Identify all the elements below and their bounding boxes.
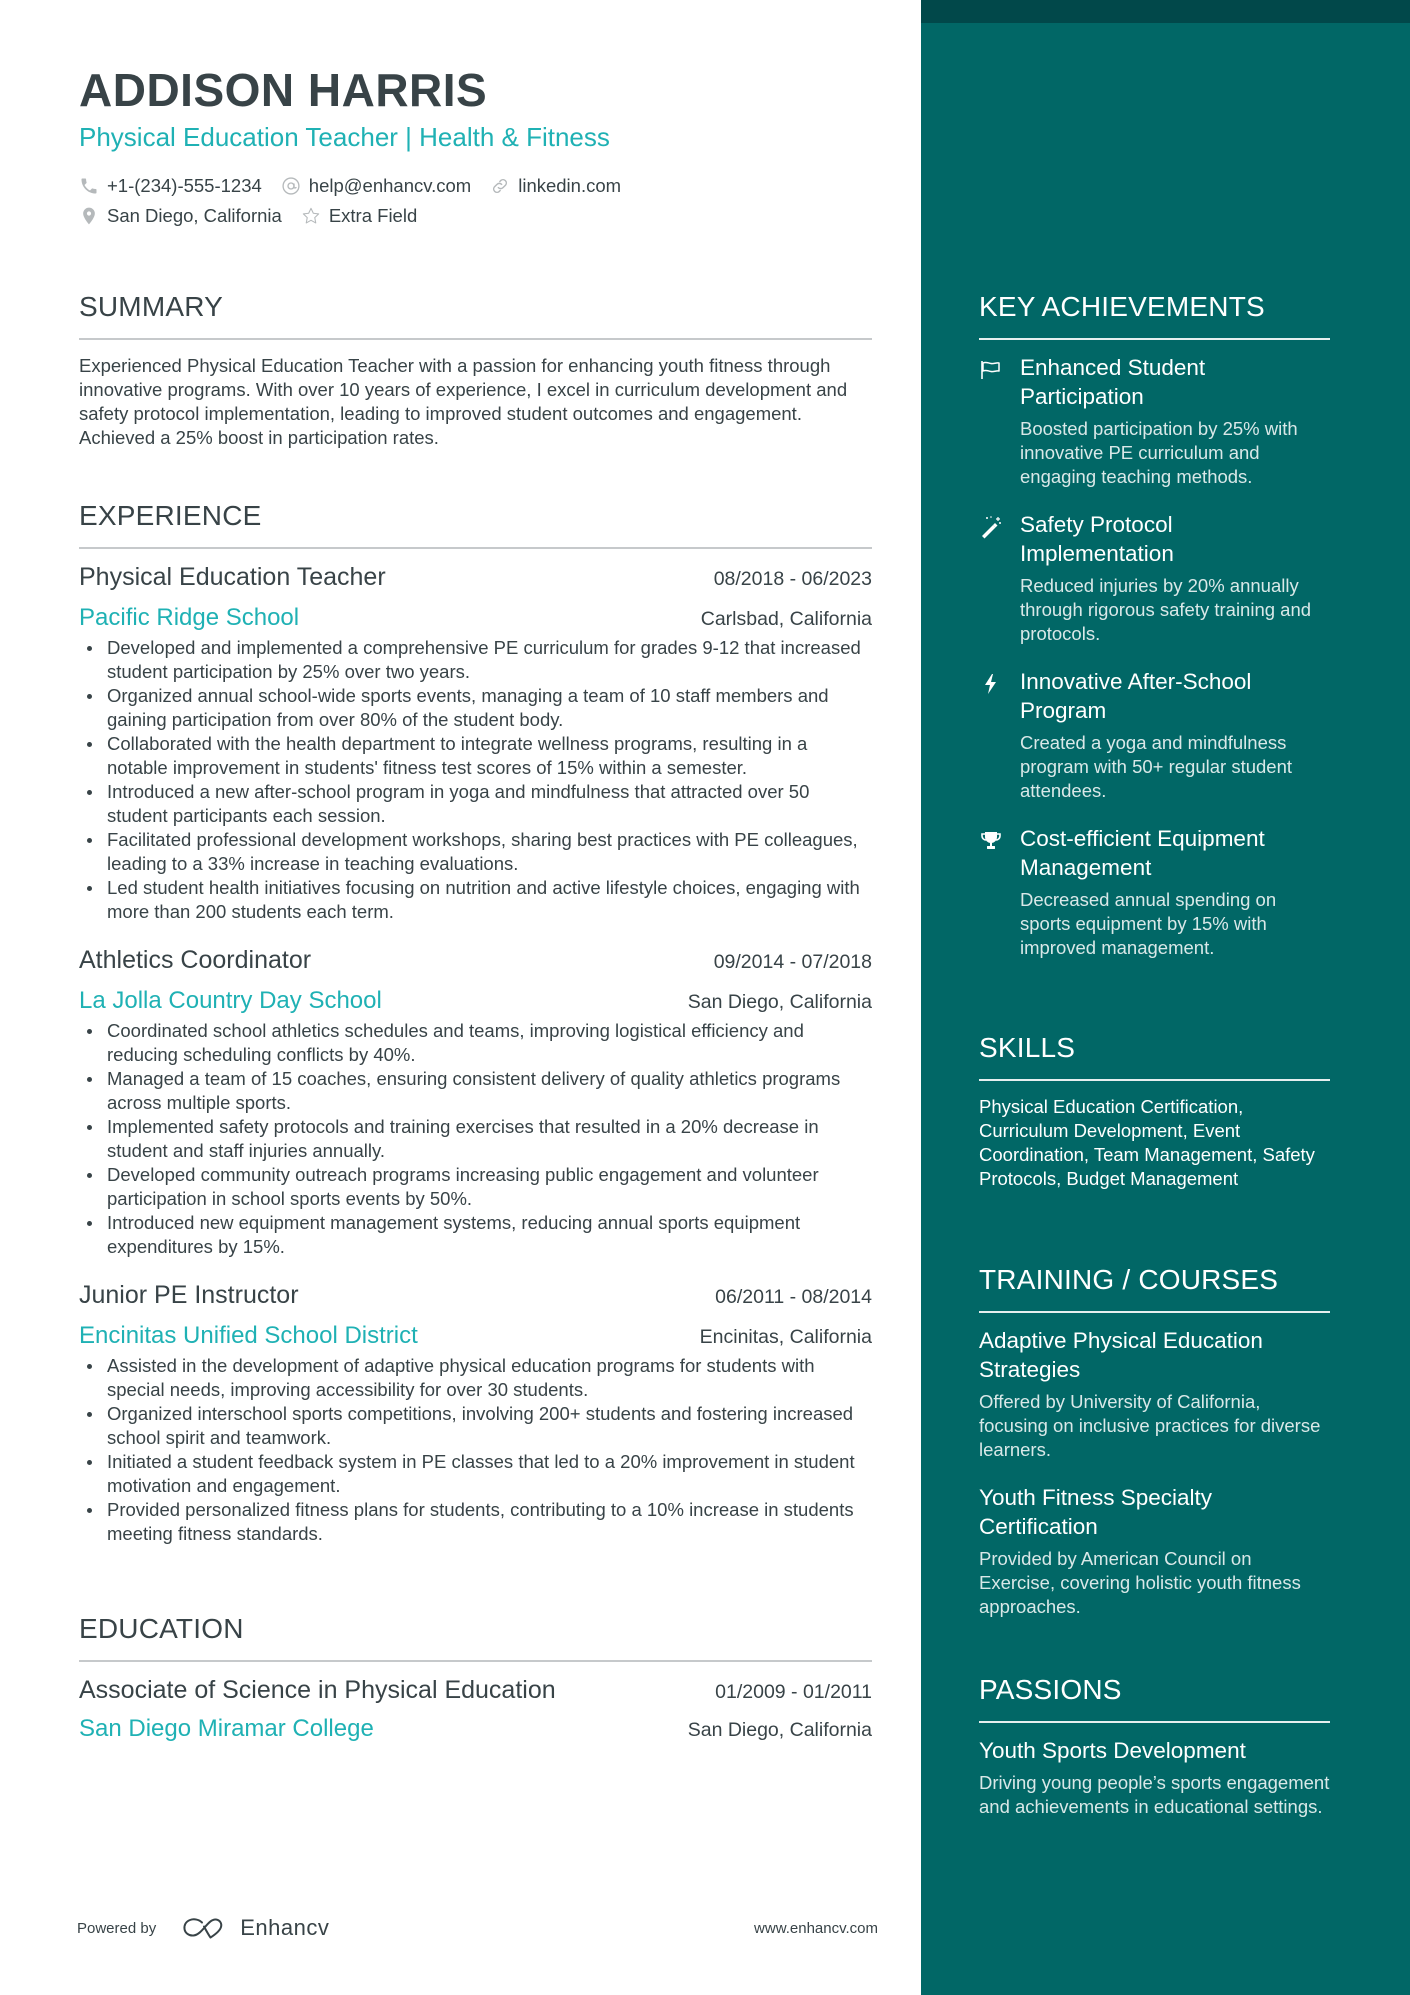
- training-section: [979, 1262, 1330, 1619]
- job-bullets: [79, 1354, 872, 1546]
- bullet-item: Led student health initiatives focusing on nutrition and active lifestyle choices, engaging with more than 200 students each term.: [79, 876, 872, 924]
- at-icon: [281, 176, 301, 196]
- job-location: Carlsbad, California: [700, 608, 872, 630]
- footer: [77, 1915, 878, 1941]
- course-item: [979, 1326, 1330, 1462]
- job-dates: 06/2011 - 08/2014: [715, 1286, 872, 1308]
- contact-extra: [301, 205, 417, 227]
- contact-email[interactable]: [281, 175, 471, 197]
- location-pin-icon: [79, 206, 99, 226]
- job-company: La Jolla Country Day School: [79, 987, 382, 1014]
- contact-link[interactable]: [490, 175, 621, 197]
- bullet-item: Organized annual school-wide sports events, managing a team of 10 staff members and gaining participation from over 80% of the student body.: [79, 684, 872, 732]
- training-title: TRAINING / COURSES: [979, 1264, 1279, 1295]
- course-item: [979, 1483, 1330, 1619]
- achievement-description: Reduced injuries by 20% annually through rigorous safety training and protocols.: [1020, 575, 1312, 644]
- bullet-item: Implemented safety protocols and training exercises that resulted in a 20% decrease in student and staff injuries annually.: [79, 1115, 872, 1163]
- bullet-item: Initiated a student feedback system in PE classes that led to a 20% improvement in student motivation and engagement.: [79, 1450, 872, 1498]
- contact-phone[interactable]: [79, 175, 262, 197]
- bullet-item: Developed community outreach programs increasing public engagement and volunteer participation in school sports events by 50%.: [79, 1163, 872, 1211]
- bullet-item: Developed and implemented a comprehensive PE curriculum for grades 9-12 that increased student participation by 25% over two years.: [79, 636, 872, 684]
- job-dates: 09/2014 - 07/2018: [713, 951, 872, 973]
- education-entry: [79, 1674, 872, 1745]
- school-location: San Diego, California: [687, 1719, 872, 1741]
- bullet-item: Collaborated with the health department to integrate wellness programs, resulting in a notable improvement in students' fitness test scores of 15% within a semester.: [79, 732, 872, 780]
- achievements-section: [979, 289, 1330, 960]
- section-divider: [979, 1311, 1330, 1313]
- job-bullets: [79, 1019, 872, 1259]
- section-divider: [79, 338, 872, 340]
- section-divider: [979, 1721, 1330, 1723]
- trophy-icon: [979, 829, 1003, 853]
- contact-location: [79, 205, 282, 227]
- candidate-name: ADDISON HARRIS: [79, 64, 488, 116]
- job-title: Physical Education Teacher: [79, 563, 386, 591]
- achievement-item: [979, 353, 1330, 489]
- skills-list: Physical Education Certification, Curriculum Development, Event Coordination, Team Management, Safety Protocols, Budget Management: [979, 1096, 1315, 1189]
- school-name: San Diego Miramar College: [79, 1715, 374, 1742]
- education-title: EDUCATION: [79, 1613, 244, 1644]
- achievement-item: [979, 667, 1330, 803]
- powered-by-label: Powered by: [77, 1919, 157, 1937]
- magic-wand-icon: [979, 515, 1003, 539]
- summary-section: [79, 289, 872, 450]
- job-title: Athletics Coordinator: [79, 946, 312, 974]
- bullet-item: Assisted in the development of adaptive physical education programs for students with special needs, improving accessibility for over 30 students.: [79, 1354, 872, 1402]
- course-description: Provided by American Council on Exercise, covering holistic youth fitness approaches.: [979, 1548, 1301, 1617]
- achievement-title: Safety Protocol Implementation: [1020, 512, 1174, 566]
- education-section: [79, 1611, 872, 1745]
- degree-title: Associate of Science in Physical Education: [79, 1676, 556, 1704]
- section-divider: [979, 1079, 1330, 1081]
- bullet-item: Managed a team of 15 coaches, ensuring consistent delivery of quality athletics programs across multiple sports.: [79, 1067, 872, 1115]
- section-divider: [79, 1660, 872, 1662]
- job-dates: 08/2018 - 06/2023: [713, 568, 872, 590]
- skills-section: [979, 1030, 1330, 1191]
- education-dates: 01/2009 - 01/2011: [715, 1681, 872, 1703]
- brand-logo[interactable]: [182, 1915, 329, 1941]
- experience-entry: [79, 561, 872, 924]
- bullet-item: Introduced new equipment management systems, reducing annual sports equipment expenditures by 15%.: [79, 1211, 872, 1259]
- skills-title: SKILLS: [979, 1032, 1076, 1063]
- achievement-title: Enhanced Student Participation: [1020, 355, 1206, 409]
- contact-info: [79, 171, 640, 231]
- course-title: Adaptive Physical Education Strategies: [979, 1328, 1263, 1382]
- sidebar: [921, 0, 1410, 1995]
- bullet-item: Organized interschool sports competitions, involving 200+ students and fostering increased school spirit and teamwork.: [79, 1402, 872, 1450]
- lightning-bolt-icon: [979, 672, 1003, 696]
- experience-title: EXPERIENCE: [79, 500, 262, 531]
- bullet-item: Coordinated school athletics schedules and teams, improving logistical efficiency and reducing scheduling conflicts by 40%.: [79, 1019, 872, 1067]
- section-divider: [79, 547, 872, 549]
- passion-description: Driving young people’s sports engagement and achievements in educational settings.: [979, 1772, 1330, 1817]
- website-link[interactable]: www.enhancv.com: [754, 1919, 878, 1937]
- passions-section: [979, 1672, 1330, 1819]
- passion-item: [979, 1736, 1330, 1819]
- flag-icon: [979, 358, 1003, 382]
- link-icon: [490, 176, 510, 196]
- brand-name: Enhancv: [240, 1915, 330, 1940]
- link-text: linkedin.com: [518, 175, 622, 196]
- extra-text: Extra Field: [328, 205, 418, 226]
- phone-icon: [79, 176, 99, 196]
- star-icon: [301, 206, 321, 226]
- course-description: Offered by University of California, focusing on inclusive practices for diverse learners.: [979, 1391, 1321, 1460]
- bullet-item: Provided personalized fitness plans for students, contributing to a 10% increase in students meeting fitness standards.: [79, 1498, 872, 1546]
- summary-title: SUMMARY: [79, 291, 224, 322]
- job-location: Encinitas, California: [699, 1326, 872, 1348]
- job-bullets: [79, 636, 872, 924]
- job-company: Pacific Ridge School: [79, 604, 300, 631]
- experience-entry: [79, 1279, 872, 1546]
- candidate-headline: Physical Education Teacher | Health & Fitness: [79, 122, 610, 152]
- section-divider: [979, 338, 1330, 340]
- email-text: help@enhancv.com: [308, 175, 472, 196]
- phone-text: +1-(234)-555-1234: [107, 175, 262, 196]
- contact-row-2: [79, 201, 640, 231]
- achievement-description: Decreased annual spending on sports equipment by 15% with improved management.: [1020, 889, 1277, 958]
- powered-by: [77, 1915, 329, 1941]
- passions-title: PASSIONS: [979, 1674, 1122, 1705]
- job-location: San Diego, California: [687, 991, 872, 1013]
- enhancv-logo-icon: [182, 1916, 228, 1940]
- location-text: San Diego, California: [107, 205, 282, 226]
- course-title: Youth Fitness Specialty Certification: [979, 1485, 1213, 1539]
- job-company: Encinitas Unified School District: [79, 1322, 418, 1349]
- contact-row-1: [79, 171, 640, 201]
- achievement-description: Created a yoga and mindfulness program with 50+ regular student attendees.: [1020, 732, 1292, 801]
- passion-title: Youth Sports Development: [979, 1738, 1246, 1763]
- achievement-title: Cost-efficient Equipment Management: [1020, 826, 1265, 880]
- bullet-item: Introduced a new after-school program in yoga and mindfulness that attracted over 50 student participants each session.: [79, 780, 872, 828]
- bullet-item: Facilitated professional development workshops, sharing best practices with PE colleagues, leading to a 33% increase in teaching evaluations.: [79, 828, 872, 876]
- achievements-title: KEY ACHIEVEMENTS: [979, 291, 1265, 322]
- summary-text: Experienced Physical Education Teacher with a passion for enhancing youth fitness through innovative programs. With over 10 years of experience, I excel in curriculum development and safety protocol implementation, leading to improved student outcomes and engagement. Achieved a 25% boost in participation rates.: [79, 355, 848, 448]
- achievement-description: Boosted participation by 25% with innovative PE curriculum and engaging teaching methods.: [1020, 418, 1298, 487]
- achievement-title: Innovative After-School Program: [1020, 669, 1252, 723]
- experience-section: [79, 498, 872, 1546]
- job-title: Junior PE Instructor: [79, 1281, 299, 1309]
- sidebar-top-band: [921, 0, 1410, 23]
- achievement-item: [979, 510, 1330, 646]
- achievement-item: [979, 824, 1330, 960]
- experience-entry: [79, 944, 872, 1259]
